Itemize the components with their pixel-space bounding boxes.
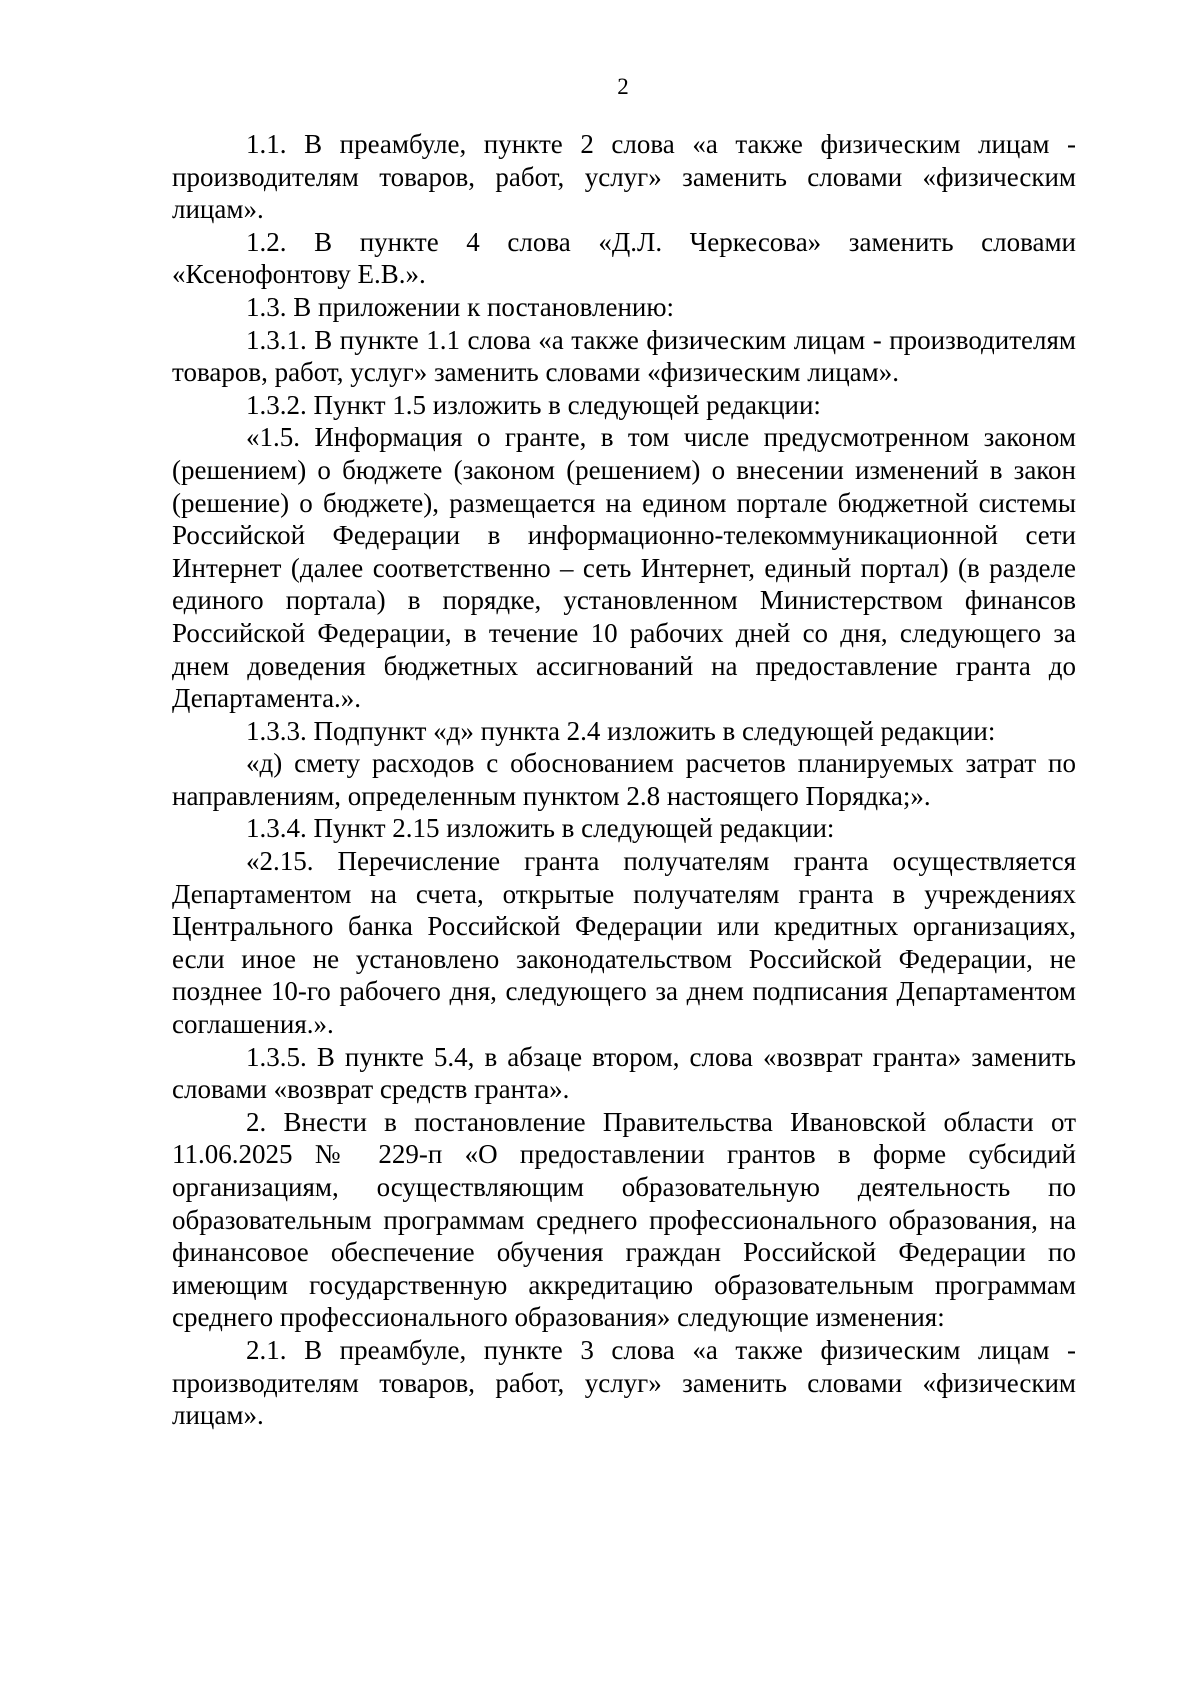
page-number: 2 (617, 74, 629, 99)
paragraph-1-1: 1.1. В преамбуле, пункте 2 слова «а также физическим лицам - производителям товаров, работ, услуг» заменить словами «физическим лицам». (172, 129, 1076, 225)
paragraph-1-3-2: 1.3.2. Пункт 1.5 изложить в следующей редакции: (246, 389, 821, 420)
paragraph-2: 2. Внести в постановление Правительства Ивановской области от 11.06.2025 № 229-п «О предоставлении грантов в форме субсидий организациям, осуществляющим образовательную деятельность по образовательным программам среднего профессионального образования, на финансовое обеспечение обучения граждан Российской Федерации по имеющим государственную аккредитацию образовательным программам среднего профессионального образования» следующие изменения: (172, 1106, 1076, 1333)
document-body (172, 128, 1076, 1432)
paragraph-1-3-1: 1.3.1. В пункте 1.1 слова «а также физическим лицам - производителям товаров, работ, услуг» заменить словами «физическим лицам». (172, 324, 1076, 388)
paragraph-1-3: 1.3. В приложении к постановлению: (246, 291, 675, 322)
paragraph-2-1: 2.1. В преамбуле, пункте 3 слова «а также физическим лицам - производителям товаров, работ, услуг» заменить словами «физическим лицам». (172, 1334, 1076, 1431)
paragraph-1-3-3: 1.3.3. Подпункт «д» пункта 2.4 изложить в следующей редакции: (246, 715, 996, 746)
paragraph-1-3-5: 1.3.5. В пункте 5.4, в абзаце втором, слова «возврат гранта» заменить словами «возврат средств гранта». (172, 1041, 1076, 1105)
paragraph-1-3-4: 1.3.4. Пункт 2.15 изложить в следующей редакции: (246, 813, 835, 844)
paragraph-quote-2-15: «2.15. Перечисление гранта получателям гранта осуществляется Департаментом на счета, открытые получателям гранта в учреждениях Центрального банка Российской Федерации или кредитных организациях, если иное не установлено законодательством Российской Федерации, не позднее 10-го рабочего дня, следующего за днем подписания Департаментом соглашения.». (172, 846, 1076, 1040)
paragraph-quote-d: «д) смету расходов с обоснованием расчетов планируемых затрат по направлениям, определенным пунктом 2.8 настоящего Порядка;». (172, 748, 1076, 811)
paragraph-1-2: 1.2. В пункте 4 слова «Д.Л. Черкесова» заменить словами «Ксенофонтову Е.В.». (172, 226, 1076, 290)
paragraph-quote-1-5: «1.5. Информация о гранте, в том числе предусмотренном законом (решением) о бюджете (законом (решением) о внесении изменений в закон (решение) о бюджете), размещается на едином портале бюджетной системы Российской Федерации в информационно-телекоммуникационной сети Интернет (далее соответственно – сеть Интернет, единый портал) (в разделе единого портала) в порядке, установленном Министерством финансов Российской Федерации, в течение 10 рабочих дней со дня, следующего за днем доведения бюджетных ассигнований на предоставление гранта до Департамента.». (172, 422, 1076, 714)
